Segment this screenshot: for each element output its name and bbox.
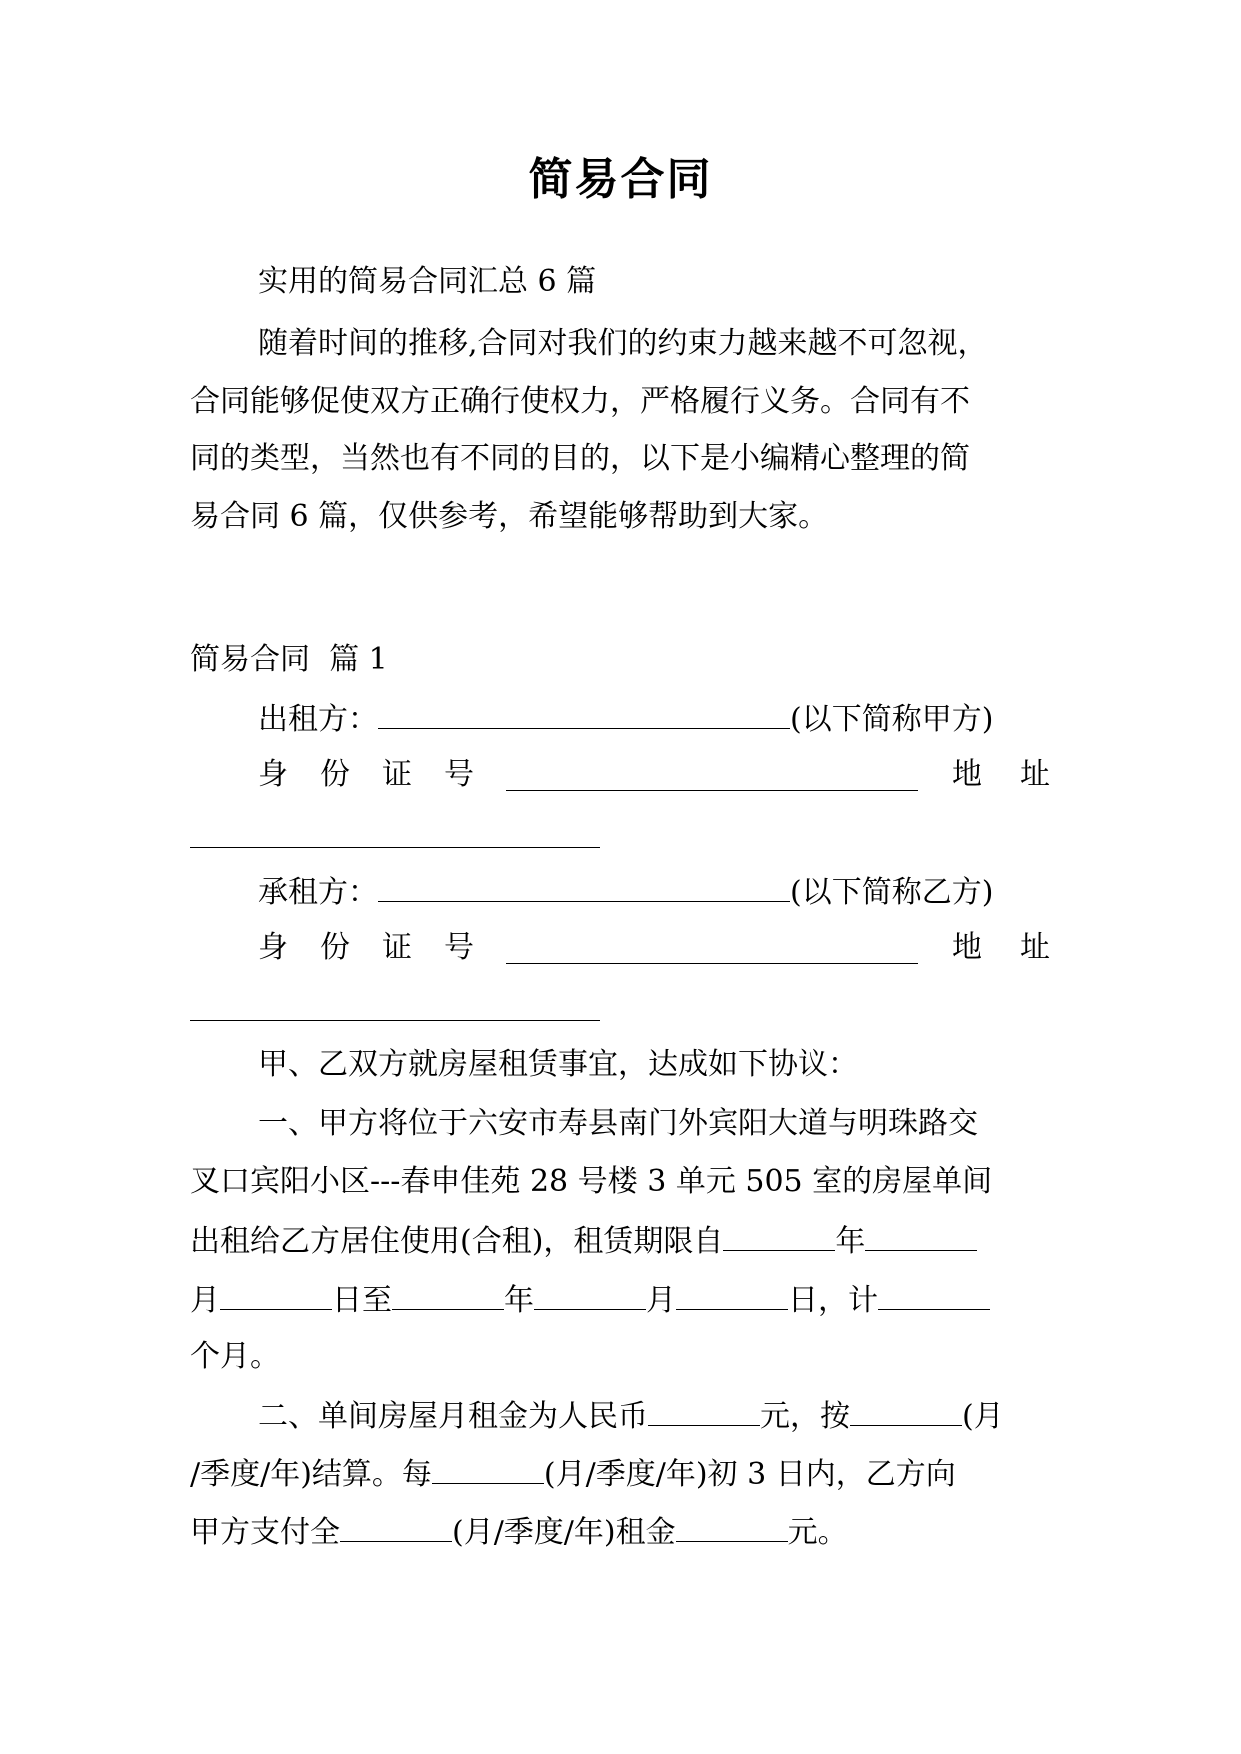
clause1-text: 日至 (332, 1283, 392, 1318)
address-label-char: 地 (952, 930, 982, 965)
clause2-text: 元。 (787, 1515, 848, 1550)
lessor-name-blank[interactable] (378, 698, 790, 729)
clause2-text: (月 (962, 1399, 1004, 1434)
id-label-char: 证 (382, 930, 412, 965)
intro-line-3: 同的类型，当然也有不同的目的，以下是小编精心整理的简 (190, 441, 970, 476)
document-subtitle: 实用的简易合同汇总 6 篇 (258, 264, 597, 299)
lessor-address-blank[interactable] (190, 847, 600, 848)
lessor-id-blank[interactable] (506, 790, 918, 791)
lessor-label: 出租方： (258, 702, 378, 737)
lessee-suffix: (以下简称乙方) (790, 875, 994, 910)
intro-line-1: 随着时间的推移,合同对我们的约束力越来越不可忽视， (258, 326, 988, 361)
lessee-line (258, 871, 993, 913)
end-day-blank[interactable] (676, 1279, 788, 1310)
clause1-text: 月 (646, 1283, 676, 1318)
intro-line-2: 合同能够促使双方正确行使权力，严格履行义务。合同有不 (190, 384, 970, 419)
payment-period-blank[interactable] (432, 1453, 544, 1484)
clause2-text: 二、单间房屋月租金为人民币 (258, 1399, 648, 1434)
clause1-text: 年 (504, 1283, 534, 1318)
clause1-line-2: 叉口宾阳小区---春申佳苑 28 号楼 3 单元 505 室的房屋单间 (190, 1164, 993, 1199)
lessee-address-blank[interactable] (190, 1020, 600, 1021)
clause1-line-4 (190, 1279, 990, 1321)
clause1-line-3 (190, 1220, 977, 1262)
lessee-label: 承租方： (258, 875, 378, 910)
id-label-char: 证 (382, 757, 412, 792)
lessee-id-blank[interactable] (506, 963, 918, 964)
lessor-id-line (258, 755, 512, 795)
agreement-intro: 甲、乙双方就房屋租赁事宜，达成如下协议： (258, 1047, 858, 1082)
end-year-blank[interactable] (392, 1279, 504, 1310)
id-label-char: 号 (444, 757, 474, 792)
monthly-rent-blank[interactable] (648, 1395, 760, 1426)
start-year-blank[interactable] (723, 1220, 835, 1251)
start-month-blank[interactable] (865, 1220, 977, 1251)
section-heading: 简易合同 篇 1 (190, 642, 388, 677)
clause2-line-1 (258, 1395, 1004, 1437)
document-title: 简易合同 (528, 154, 713, 205)
address-label-char: 地 (952, 757, 982, 792)
clause1-text: 出租给乙方居住使用(合租)，租赁期限自 (190, 1224, 724, 1259)
intro-line-4: 易合同 6 篇，仅供参考，希望能够帮助到大家。 (190, 499, 829, 534)
start-day-blank[interactable] (220, 1279, 332, 1310)
clause1-line-5: 个月。 (190, 1339, 280, 1374)
rent-amount-blank[interactable] (676, 1511, 788, 1542)
address-label-char: 址 (1020, 930, 1050, 965)
id-label-char: 号 (444, 930, 474, 965)
lessee-address-label (952, 928, 1050, 968)
clause1-text: 日，计 (788, 1283, 878, 1318)
lessor-line (258, 698, 993, 740)
id-label-char: 身 (258, 757, 288, 792)
payment-scope-blank[interactable] (340, 1511, 452, 1542)
clause1-text: 年 (835, 1224, 866, 1259)
lessee-name-blank[interactable] (378, 871, 790, 902)
lessor-suffix: (以下简称甲方) (790, 702, 994, 737)
clause2-text: (月/季度/年)初 3 日内，乙方向 (543, 1457, 956, 1492)
clause2-text: 元，按 (760, 1399, 850, 1434)
clause2-line-3 (190, 1511, 848, 1553)
lessor-address-label (952, 755, 1050, 795)
clause1-line-1: 一、甲方将位于六安市寿县南门外宾阳大道与明珠路交 (258, 1106, 978, 1141)
id-label-char: 份 (320, 757, 350, 792)
clause1-text: 月 (190, 1283, 220, 1318)
address-label-char: 址 (1020, 757, 1050, 792)
clause2-line-2 (190, 1453, 956, 1495)
clause2-text: /季度/年)结算。每 (190, 1457, 432, 1492)
total-months-blank[interactable] (878, 1279, 990, 1310)
lessee-id-line (258, 928, 512, 968)
id-label-char: 份 (320, 930, 350, 965)
clause2-text: 甲方支付全 (190, 1515, 340, 1550)
end-month-blank[interactable] (534, 1279, 646, 1310)
id-label-char: 身 (258, 930, 288, 965)
settlement-period-blank[interactable] (850, 1395, 962, 1426)
clause2-text: (月/季度/年)租金 (452, 1515, 676, 1550)
